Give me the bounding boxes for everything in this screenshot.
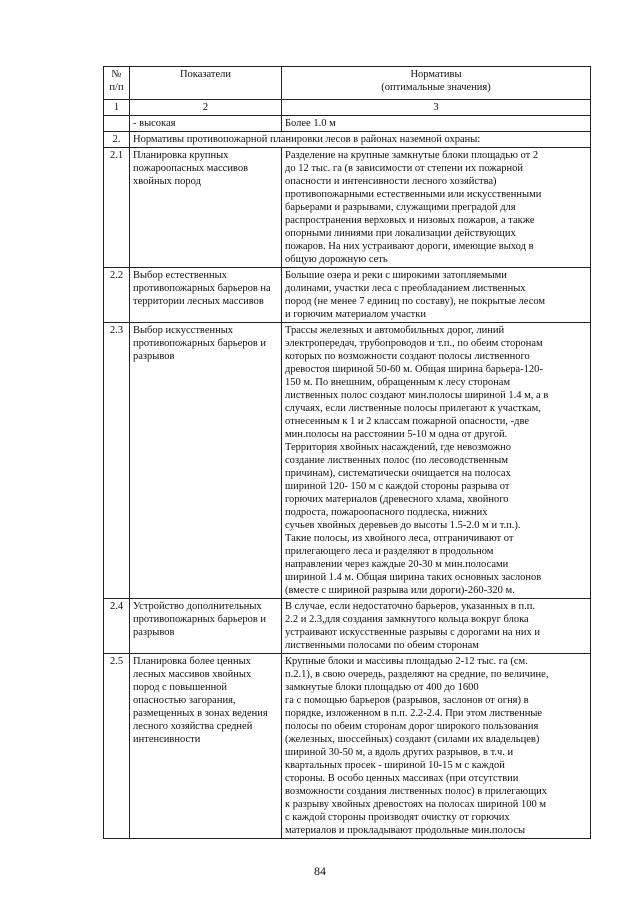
norm-line: древостоя шириной 50-60 м. Общая ширина барьера-120- (285, 364, 543, 375)
row-high-norm: Более 1.0 м (282, 116, 591, 132)
indicator-line: хвойных пород (133, 176, 201, 187)
row-indicator (130, 654, 282, 839)
indicator-line: Планировка более ценных (133, 656, 251, 667)
indicator-line: разрывов (133, 351, 175, 362)
numbering-row (104, 100, 591, 116)
indicator-line: пожароопасных массивов (133, 163, 249, 174)
row-indicator (130, 323, 282, 599)
header-num-cell (104, 67, 130, 100)
row-indicator (130, 268, 282, 323)
norm-line: подроста, пожароопасного подлеска, нижних (285, 507, 488, 518)
norm-line: устраивают искусственные разрывы с дорогами на них и (285, 627, 540, 638)
numbering-cell-2: 2 (130, 100, 282, 116)
norm-line: Такие полосы, из хвойного леса, отграничивают от (285, 533, 514, 544)
norm-line: га с помощью барьеров (разрывов, заслонов от огня) в (285, 695, 529, 706)
norm-line: шириной 1.4 м. Общая ширина таких основных заслонов (285, 572, 542, 583)
norm-line: (вместе с шириной разрыва или дороги)-260-320 м. (285, 585, 515, 596)
header-norms-line2: (оптимальные значения) (381, 82, 491, 93)
indicator-line: противопожарных барьеров на (133, 283, 271, 294)
norm-line: Большие озера и реки с широкими затопляемыми (285, 270, 507, 281)
row-number: 2.4 (104, 599, 130, 654)
row-norm (282, 268, 591, 323)
header-row (104, 67, 591, 100)
row-norm (282, 654, 591, 839)
header-norms-cell (282, 67, 591, 100)
indicator-line: лесных массивов хвойных (133, 669, 252, 680)
indicator-line: Выбор естественных (133, 270, 227, 281)
norm-line: к разрыву хвойных древостоях на полосах шириной 100 м (285, 799, 547, 810)
norm-line: В случае, если недостаточно барьеров, указанных в п.п. (285, 601, 535, 612)
norm-line: до 12 тыс. га (в зависимости от степени их пожарной (285, 163, 524, 174)
norm-line: причинам), систематически очищается на полосах (285, 468, 511, 479)
norm-line: горючих материалов (древесного хлама, хвойного (285, 494, 509, 505)
section-2-row (104, 132, 591, 148)
norm-line: возможности создания лиственных полос) в прилегающих (285, 786, 548, 797)
numbering-cell-3: 3 (282, 100, 591, 116)
norm-line: Трассы железных и автомобильных дорог, линий (285, 325, 505, 336)
page-number: 84 (314, 864, 326, 878)
indicator-line: опасностью загорания, (133, 695, 236, 706)
header-num-line2: п/п (109, 82, 124, 93)
norm-line: общую дорожную сеть (285, 254, 388, 265)
norm-rows (104, 148, 591, 839)
row-indicator (130, 148, 282, 268)
norm-line: полосы по обеим сторонам дорог широкого пользования (285, 721, 539, 732)
header-indicators-cell: Показатели (130, 67, 282, 100)
norm-line: пород (не менее 7 единиц по составу), не покрытые лесом (285, 296, 546, 307)
norm-line: барьерами и разрывами, служащими преградой для (285, 202, 516, 213)
norm-line: шириной 120- 150 м с каждой стороны разрыва от (285, 481, 510, 492)
norm-line: шириной 30-50 м, а вдоль других разрывов, в т.ч. и (285, 747, 514, 758)
norm-line: лиственными полосами по обеим сторонам (285, 640, 479, 651)
norm-line: Крупные блоки и массивы площадью 2-12 тыс. га (см. (285, 656, 528, 667)
indicator-line: разрывов (133, 627, 175, 638)
section-2-num: 2. (104, 132, 130, 148)
norm-line: стороны. В особо ценных массивах (при отсутствии (285, 773, 519, 784)
indicator-line: противопожарных барьеров и (133, 614, 267, 625)
row-indicator (130, 599, 282, 654)
norm-line: сучьев хвойных деревьев до высоты 1.5-2.0 м и т.п.). (285, 520, 521, 531)
norm-line: долинами, участки леса с преобладанием лиственных (285, 283, 526, 294)
indicator-line: противопожарных барьеров и (133, 338, 267, 349)
header-num-line1: № (111, 69, 122, 80)
norm-line: 2.2 и 2.3,для создания замкнутого кольца вокруг блока (285, 614, 529, 625)
header-norms-line1: Нормативы (410, 69, 462, 80)
table-row (104, 148, 591, 268)
row-number: 2.3 (104, 323, 130, 599)
indicator-line: лесного хозяйства средней (133, 721, 253, 732)
row-number: 2.2 (104, 268, 130, 323)
norm-line: мин.полосы на расстоянии 5-10 м одна от другой. (285, 429, 508, 440)
norm-line: замкнутые блоки площадью от 400 до 1600 (285, 682, 479, 693)
norm-line: с каждой стороны производят очистку от горючих (285, 812, 510, 823)
row-number: 2.1 (104, 148, 130, 268)
norm-line: п.2.1), в свою очередь, разделяют на средние, по величине, (285, 669, 549, 680)
row-norm (282, 323, 591, 599)
indicator-line: размещенных в зонах ведения (133, 708, 268, 719)
norm-line: направлении через каждые 20-30 м мин.полосами (285, 559, 509, 570)
norm-line: (железных, шоссейных) создают (силами их владельцев) (285, 734, 540, 745)
norm-line: квартальных просек - шириной 10-15 м с каждой (285, 760, 505, 771)
norm-line: которых по возможности создают полосы лиственного (285, 351, 530, 362)
row-high-indicator: - высокая (130, 116, 282, 132)
norm-line: опасности и интенсивности лесного хозяйства) (285, 176, 497, 187)
row-norm (282, 148, 591, 268)
indicator-line: интенсивности (133, 734, 201, 745)
table-row (104, 654, 591, 839)
numbering-cell-1: 1 (104, 100, 130, 116)
norm-line: распространения верховых и низовых пожаров, а также (285, 215, 535, 226)
indicator-line: Выбор искусственных (133, 325, 234, 336)
indicator-line: территории лесных массивов (133, 296, 264, 307)
row-high (104, 116, 591, 132)
norm-line: и горючим материалом участки (285, 309, 426, 320)
row-number: 2.5 (104, 654, 130, 839)
norm-line: материалов и прокладывают продольные мин.полосы (285, 825, 526, 836)
norm-line: электропередач, трубопроводов и т.п., по обеим сторонам (285, 338, 543, 349)
norms-table (103, 66, 591, 839)
norm-line: Разделение на крупные замкнутые блоки площадью от 2 (285, 150, 539, 161)
norm-line: создание лиственных полос (по лесоводственным (285, 455, 508, 466)
norm-line: противопожарными естественными или искусственными (285, 189, 542, 200)
table-row (104, 323, 591, 599)
row-norm (282, 599, 591, 654)
norm-line: Территория хвойных насаждений, где невозможно (285, 442, 512, 453)
norm-line: случаях, если лиственные полосы прилегают к участкам, (285, 403, 541, 414)
norm-line: лиственных полос создают мин.полосы шириной 1.4 м, а в (285, 390, 549, 401)
norm-line: прилегающего леса и разделяют в продольном (285, 546, 494, 557)
indicator-line: Устройство дополнительных (133, 601, 262, 612)
norm-line: отнесенным к 1 и 2 классам пожарной опасности, -две (285, 416, 530, 427)
table-row (104, 268, 591, 323)
indicator-line: пород с повышенной (133, 682, 228, 693)
row-high-num (104, 116, 130, 132)
section-2-title: Нормативы противопожарной планировки лесов в районах наземной охраны: (130, 132, 591, 148)
table-row (104, 599, 591, 654)
norm-line: порядке, изложенном в п.п. 2.2-2.4. При этом лиственные (285, 708, 543, 719)
norm-line: опорными линиями при локализации действующих (285, 228, 516, 239)
norm-line: пожаров. На них устраивают дороги, имеющие выход в (285, 241, 534, 252)
indicator-line: Планировка крупных (133, 150, 229, 161)
norm-line: 150 м. По внешним, обращенным к лесу сторонам (285, 377, 511, 388)
